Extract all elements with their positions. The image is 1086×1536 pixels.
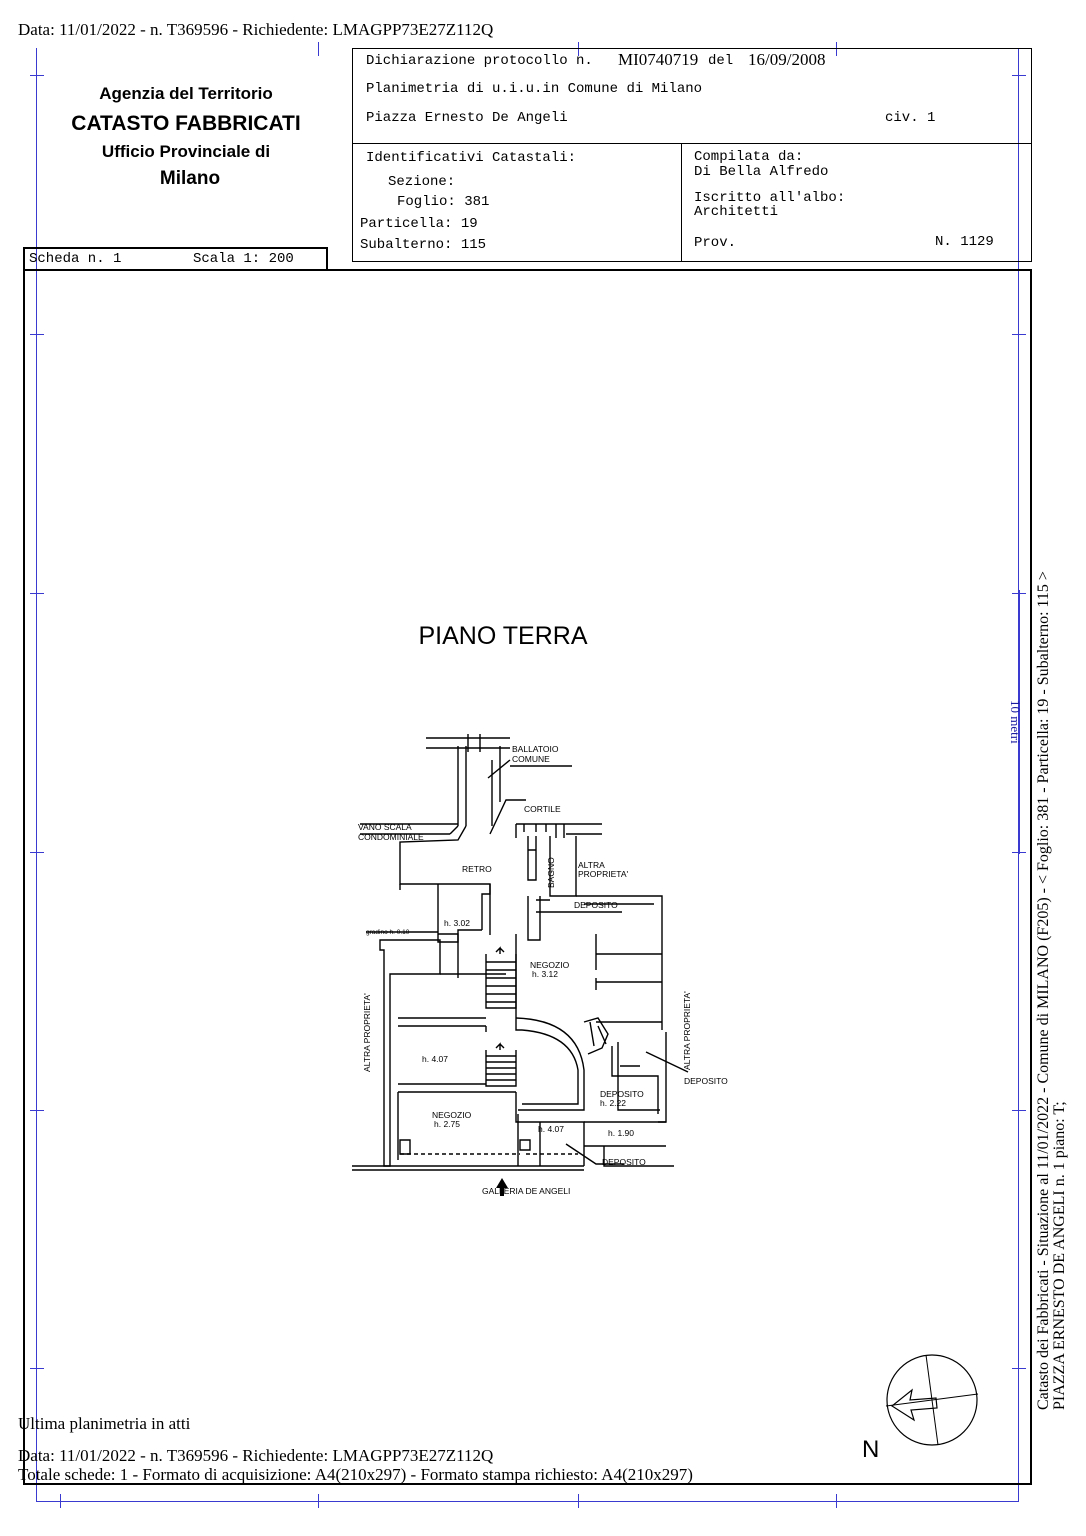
scheda-box — [23, 247, 328, 271]
label-altra-proprieta-left: ALTRA PROPRIETA' — [362, 993, 372, 1072]
civic-number: civ. 1 — [885, 110, 936, 126]
label-retro: RETRO — [462, 864, 492, 874]
particella: Particella: 19 — [360, 216, 478, 232]
identifiers-title: Identificativi Catastali: — [366, 150, 577, 166]
agency-name: Agenzia del Territorio — [99, 84, 273, 103]
label-altra: ALTRA — [578, 860, 605, 870]
side-info-line1: Catasto dei Fabbricati - Situazione al 11/01/2022 - Comune di MILANO (F205) - < Foglio: 381 - Particella: 19 - Subalterno: 115 > — [1035, 571, 1052, 1410]
side-info-line2: PIAZZA ERNESTO DE ANGELI n. 1 piano: T; — [1051, 1101, 1068, 1410]
sezione: Sezione: — [388, 174, 456, 190]
declaration-del: del — [708, 53, 734, 69]
registration-number: N. 1129 — [935, 234, 994, 250]
label-ballatoio: BALLATOIO — [512, 744, 559, 754]
subalterno: Subalterno: 115 — [360, 237, 487, 253]
label-bagno: BAGNO — [546, 857, 556, 888]
label-comune: COMUNE — [512, 754, 550, 764]
label-proprieta: PROPRIETA' — [578, 869, 629, 879]
label-cortile: CORTILE — [524, 804, 561, 814]
compiler-name: Di Bella Alfredo — [694, 164, 829, 180]
last-plan-note: Ultima planimetria in atti — [18, 1414, 191, 1433]
label-vano-scala: VANO SCALA — [358, 822, 412, 832]
albo-value: Architetti — [694, 204, 779, 220]
foglio: Foglio: 381 — [397, 194, 490, 210]
declaration-box — [352, 48, 1032, 144]
compass-icon — [880, 1350, 990, 1480]
label-h407-a: h. 4.07 — [422, 1054, 448, 1064]
label-negozio-1: NEGOZIO — [530, 960, 570, 970]
floor-plan-drawing — [340, 730, 740, 1210]
plan-title: PIANO TERRA — [418, 622, 588, 650]
compiler-box — [681, 143, 1032, 262]
office-city: Milano — [159, 168, 221, 189]
label-h190: h. 1.90 — [608, 1128, 634, 1138]
scheda-scale: Scala 1: 200 — [193, 251, 294, 267]
label-gradino: gradino h. 0.10 — [366, 929, 410, 936]
sheets-total: Totale schede: 1 - Formato di acquisizione: A4(210x297) - Formato stampa richiesto: A4(210x297) — [18, 1465, 693, 1484]
label-deposito-3: DEPOSITO — [600, 1089, 644, 1099]
address: Piazza Ernesto De Angeli — [366, 110, 568, 126]
label-negozio-2: NEGOZIO — [432, 1110, 472, 1120]
scale-label: 10 metri — [1008, 700, 1023, 744]
request-info-top: Data: 11/01/2022 - n. T369596 - Richiedente: LMAGPP73E27Z112Q — [18, 20, 494, 39]
declaration-number: MI0740719 — [618, 50, 699, 69]
request-info-bottom: Data: 11/01/2022 - n. T369596 - Richiedente: LMAGPP73E27Z112Q — [18, 1446, 494, 1465]
label-h222: h. 2.22 — [600, 1098, 626, 1108]
label-h302: h. 3.02 — [444, 918, 470, 928]
catasto-title: CATASTO FABBRICATI — [71, 112, 301, 135]
label-altra-proprieta-right: ALTRA PROPRIETA' — [682, 991, 692, 1070]
office-label: Ufficio Provinciale di — [101, 142, 271, 161]
label-deposito-1: DEPOSITO — [574, 900, 618, 910]
label-h407-b: h. 4.07 — [538, 1124, 564, 1134]
label-h312: h. 3.12 — [532, 969, 558, 979]
north-label: N — [862, 1436, 880, 1463]
identifiers-box — [352, 143, 682, 262]
declaration-prefix: Dichiarazione protocollo n. — [366, 53, 593, 69]
label-deposito-2: DEPOSITO — [684, 1076, 728, 1086]
compiler-label: Compilata da: — [694, 149, 804, 165]
declaration-date: 16/09/2008 — [748, 50, 826, 69]
label-h275: h. 2.75 — [434, 1119, 460, 1129]
label-condominiale: CONDOMINIALE — [358, 832, 424, 842]
planimetria-line: Planimetria di u.i.u.in Comune di Milano — [366, 81, 703, 97]
albo-label: Iscritto all'albo: — [694, 190, 846, 206]
scheda-number: Scheda n. 1 — [29, 251, 122, 267]
label-deposito-4: DEPOSITO — [602, 1157, 646, 1167]
province: Prov. — [694, 235, 737, 251]
label-galleria: GALLERIA DE ANGELI — [482, 1186, 571, 1196]
side-info — [1036, 571, 1068, 1410]
